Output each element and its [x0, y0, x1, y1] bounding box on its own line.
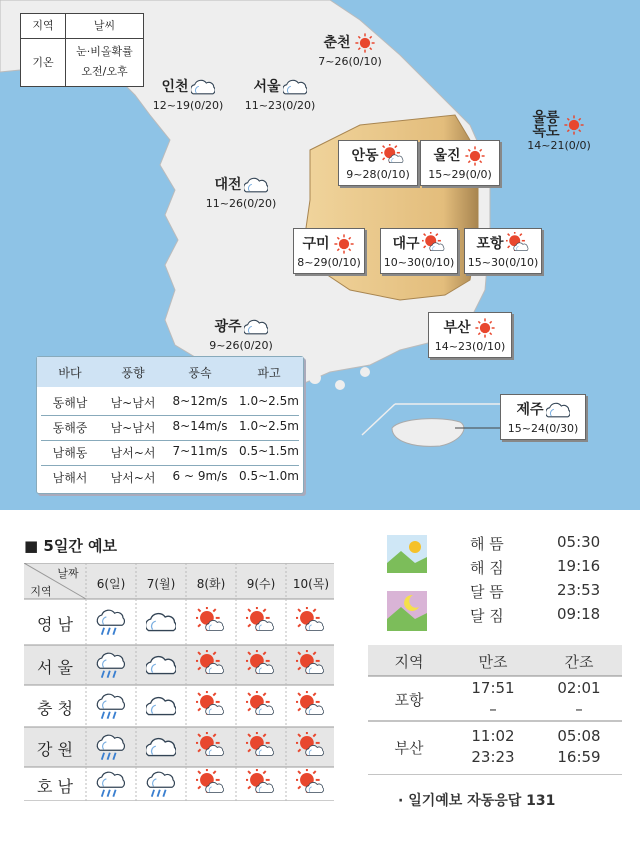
sea-header: 풍향	[121, 366, 145, 380]
rain-icon	[136, 769, 186, 799]
legend-temp: 기온	[21, 39, 66, 86]
rain-icon	[86, 732, 136, 762]
city-7	[293, 228, 365, 274]
tide-header: 간조	[564, 653, 594, 671]
legend-region: 지역	[21, 14, 66, 39]
sun-cloud-icon	[236, 650, 286, 680]
city-name: 부산	[443, 320, 471, 336]
city-4	[338, 140, 418, 186]
city-temp: 15~29(0/0)	[428, 168, 492, 181]
map-legend	[20, 13, 144, 87]
city-temp: 14~23(0/10)	[434, 340, 506, 353]
city-name: 제주	[516, 402, 544, 418]
cloud-icon	[136, 607, 186, 637]
tide-header: 만조	[478, 653, 508, 671]
city-temp: 12~19(0/20)	[152, 99, 224, 112]
sea-cell: 남~남서	[110, 396, 156, 410]
city-temp: 11~23(0/20)	[244, 99, 316, 112]
tide-header: 지역	[394, 653, 424, 671]
corner-region: 지역	[30, 585, 52, 598]
sun-cloud-icon	[286, 691, 336, 721]
sea-condition-table	[36, 356, 304, 494]
city-1	[148, 72, 228, 116]
sun-cloud-icon	[236, 607, 286, 637]
day-header: 7(월)	[146, 577, 176, 591]
cloud-icon	[136, 691, 186, 721]
sun-icon	[473, 316, 497, 340]
city-name: 춘천	[323, 35, 351, 51]
city-6	[200, 170, 282, 214]
rain-icon	[86, 650, 136, 680]
cloud-icon	[136, 650, 186, 680]
city-temp: 8~29(0/10)	[297, 256, 361, 269]
legend-ampm: 오전/오후	[81, 65, 128, 78]
city-name: 대구	[392, 236, 420, 252]
forecast-region: 호 남	[37, 777, 73, 796]
sun-cloud-icon	[186, 691, 236, 721]
city-2	[240, 72, 320, 116]
tide-low: 02:01	[557, 679, 601, 697]
sun-cloud-icon	[506, 232, 530, 256]
tide-high: 17:51	[471, 679, 515, 697]
city-name: 광주	[214, 319, 242, 335]
sea-cell: 1.0~2.5m	[239, 394, 299, 408]
sun-cloud-icon	[236, 769, 286, 799]
sun-cloud-icon	[286, 607, 336, 637]
tide-high: 23:23	[471, 748, 515, 766]
sun-cloud-icon	[186, 769, 236, 799]
tide-high: –	[489, 700, 497, 718]
sea-cell: 0.5~1.5m	[239, 444, 299, 458]
city-name: 안동	[351, 148, 379, 164]
cloud-icon	[191, 75, 215, 99]
tide-region: 포항	[394, 691, 424, 709]
city-0	[310, 28, 390, 72]
day-header: 9(수)	[246, 577, 276, 591]
corner-date: 날짜	[57, 567, 79, 580]
cloud-icon	[136, 732, 186, 762]
sea-cell: 남서~서	[110, 446, 156, 460]
city-temp: 9~26(0/20)	[209, 339, 273, 352]
city-name: 울진	[433, 148, 461, 164]
sun-moon-label: 달 뜸	[470, 583, 504, 601]
sea-cell: 동해남	[52, 396, 88, 410]
sun-moon-label: 해 짐	[470, 559, 504, 577]
sun-cloud-icon	[286, 650, 336, 680]
city-name: 포항	[476, 236, 504, 252]
day-header: 8(화)	[196, 577, 226, 591]
tide-high: 11:02	[471, 727, 515, 745]
sea-cell: 0.5~1.0m	[239, 469, 299, 483]
city-name: 울릉 독도	[532, 110, 560, 140]
city-temp: 11~26(0/20)	[205, 197, 277, 210]
city-temp: 7~26(0/10)	[318, 55, 382, 68]
sea-header: 바다	[58, 366, 82, 380]
city-name: 인천	[161, 79, 189, 95]
legend-precip: 눈·비올확률	[76, 45, 133, 58]
sun-cloud-icon	[236, 691, 286, 721]
city-name: 대전	[214, 177, 242, 193]
forecast-region: 충 청	[37, 699, 73, 718]
sun-cloud-icon	[236, 732, 286, 762]
footer-note: · 일기예보 자동응답 131	[398, 793, 556, 809]
sea-cell: 남~남서	[110, 421, 156, 435]
sun-icon	[332, 232, 356, 256]
tide-low: 05:08	[557, 727, 601, 745]
sun-icon	[353, 31, 377, 55]
city-10	[200, 312, 282, 356]
city-name: 서울	[253, 79, 281, 95]
sun-icon	[463, 144, 487, 168]
sun-icon	[562, 113, 586, 137]
sun-moon-time: 23:53	[557, 581, 601, 599]
sea-cell: 남해동	[52, 446, 88, 460]
sea-cell: 7~11m/s	[172, 444, 228, 458]
cloud-icon	[244, 173, 268, 197]
tide-low: 16:59	[557, 748, 601, 766]
sea-header: 파고	[257, 366, 281, 380]
sea-cell: 6 ~ 9m/s	[172, 469, 228, 483]
sun-moon-time: 19:16	[557, 557, 601, 575]
city-temp: 15~30(0/10)	[467, 256, 539, 269]
sea-header: 풍속	[188, 366, 212, 380]
city-5	[420, 140, 500, 186]
city-temp: 15~24(0/30)	[507, 422, 579, 435]
sun-moon-icons	[387, 535, 429, 633]
city-12	[500, 394, 586, 440]
rain-icon	[86, 769, 136, 799]
legend-weather: 날씨	[66, 14, 143, 39]
city-temp: 9~28(0/10)	[346, 168, 410, 181]
sea-cell: 남서~서	[110, 471, 156, 485]
cloud-icon	[244, 315, 268, 339]
city-3	[520, 108, 598, 156]
sun-cloud-icon	[186, 732, 236, 762]
city-temp: 14~21(0/0)	[527, 139, 591, 152]
sun-moon-time: 05:30	[557, 533, 601, 551]
sun-cloud-icon	[286, 732, 336, 762]
rain-icon	[86, 691, 136, 721]
sea-cell: 남해서	[52, 471, 88, 485]
day-header: 6(일)	[96, 577, 126, 591]
sea-cell: 8~14m/s	[172, 419, 228, 433]
forecast-table	[24, 563, 334, 801]
cloud-icon	[283, 75, 307, 99]
day-header: 10(목)	[292, 577, 330, 591]
tide-low: –	[575, 700, 583, 718]
sun-cloud-icon	[286, 769, 336, 799]
city-11	[428, 312, 512, 358]
sun-cloud-icon	[422, 232, 446, 256]
forecast-region: 강 원	[37, 740, 73, 759]
city-8	[380, 228, 458, 274]
sun-moon-label: 달 짐	[470, 607, 504, 625]
city-9	[464, 228, 542, 274]
sun-moon-time: 09:18	[557, 605, 601, 623]
tide-region: 부산	[394, 739, 424, 757]
city-name: 구미	[302, 236, 330, 252]
sea-cell: 1.0~2.5m	[239, 419, 299, 433]
sun-cloud-icon	[381, 144, 405, 168]
sun-cloud-icon	[186, 650, 236, 680]
city-temp: 10~30(0/10)	[383, 256, 455, 269]
forecast-region: 서 울	[37, 658, 73, 677]
rain-icon	[86, 607, 136, 637]
forecast-region: 영 남	[37, 615, 73, 634]
sea-cell: 8~12m/s	[172, 394, 228, 408]
forecast-title: ■ 5일간 예보	[24, 537, 118, 555]
cloud-icon	[546, 398, 570, 422]
sun-moon-label: 해 뜸	[470, 535, 504, 553]
sea-cell: 동해중	[52, 421, 88, 435]
sun-cloud-icon	[186, 607, 236, 637]
